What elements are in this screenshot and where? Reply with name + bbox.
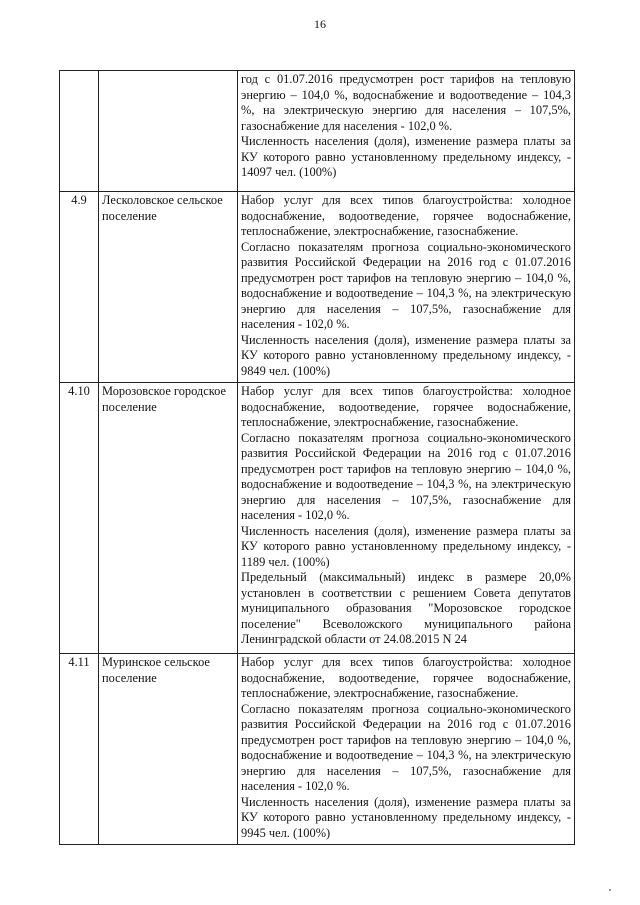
settlement-description bbox=[238, 192, 575, 383]
description-paragraph: Набор услуг для всех типов благоустройства: холодное водоснабжение, водоотведение, горячее водоснабжение, теплоснабжение, электроснабжение, газоснабжение. bbox=[241, 384, 571, 429]
settlement-description bbox=[238, 654, 575, 845]
description-paragraph: год с 01.07.2016 предусмотрен рост тарифов на тепловую энергию – 104,0 %, водоснабжение и водоотведение – 104,3 %, на электрическую энергию для населения – 107,5%, газоснабжение для населения - 102,0 %. bbox=[241, 72, 571, 133]
page-number: 16 bbox=[314, 17, 326, 31]
settlement-name bbox=[99, 71, 238, 192]
row-number: 4.11 bbox=[60, 654, 99, 845]
description-paragraph: Численность населения (доля), изменение размера платы за КУ которого равно установленному предельному индексу, - 9849 чел. (100%) bbox=[241, 332, 571, 378]
settlement-name: Муринское сельское поселение bbox=[99, 654, 238, 845]
settlement-name: Морозовское городское поселение bbox=[99, 383, 238, 654]
table-row bbox=[60, 383, 575, 654]
row-number bbox=[60, 71, 99, 192]
description-paragraph: Набор услуг для всех типов благоустройства: холодное водоснабжение, водоотведение, горячее водоснабжение, теплоснабжение, электроснабжение, газоснабжение. bbox=[241, 655, 571, 700]
table-row bbox=[60, 654, 575, 845]
description-paragraph: Согласно показателям прогноза социально-экономического развития Российской Федерации на 2016 год с 01.07.2016 предусмотрен рост тарифов на тепловую энергию – 104,0 %, водоснабжение и водоотведение – 104,3 %, на электрическую энергию для населения – 107,5%, газоснабжение для населения - 102,0 %. bbox=[241, 239, 571, 331]
table-row bbox=[60, 192, 575, 383]
description-paragraph: Численность населения (доля), изменение размера платы за КУ которого равно установленному предельному индексу, - 1189 чел. (100%) bbox=[241, 523, 571, 569]
description-paragraph: Набор услуг для всех типов благоустройства: холодное водоснабжение, водоотведение, горячее водоснабжение, теплоснабжение, электроснабжение, газоснабжение. bbox=[241, 193, 571, 238]
description-paragraph: Предельный (максимальный) индекс в размере 20,0% установлен в соответствии с решением Совета депутатов муниципального образования "Морозовское городское поселение" Всеволожского муниципального района Ленинградской области от 24.08.2015 N 24 bbox=[241, 570, 571, 646]
description-paragraph: Согласно показателям прогноза социально-экономического развития Российской Федерации на 2016 год с 01.07.2016 предусмотрен рост тарифов на тепловую энергию – 104,0 %, водоснабжение и водоотведение – 104,3 %, на электрическую энергию для населения – 107,5%, газоснабжение для населения - 102,0 %. bbox=[241, 701, 571, 793]
row-number: 4.9 bbox=[60, 192, 99, 383]
scan-speck bbox=[609, 889, 611, 891]
settlements-table bbox=[59, 70, 575, 845]
description-paragraph: Согласно показателям прогноза социально-экономического развития Российской Федерации на 2016 год с 01.07.2016 предусмотрен рост тарифов на тепловую энергию – 104,0 %, водоснабжение и водоотведение – 104,3 %, на электрическую энергию для населения – 107,5%, газоснабжение для населения - 102,0 %. bbox=[241, 430, 571, 522]
table-row bbox=[60, 71, 575, 192]
description-paragraph: Численность населения (доля), изменение размера платы за КУ которого равно установленному предельному индексу, - 14097 чел. (100%) bbox=[241, 134, 571, 179]
settlement-description bbox=[238, 383, 575, 654]
settlement-description bbox=[238, 71, 575, 192]
row-number: 4.10 bbox=[60, 383, 99, 654]
description-paragraph: Численность населения (доля), изменение размера платы за КУ которого равно установленному предельному индексу, - 9945 чел. (100%) bbox=[241, 794, 571, 840]
settlement-name: Лесколовское сельское поселение bbox=[99, 192, 238, 383]
